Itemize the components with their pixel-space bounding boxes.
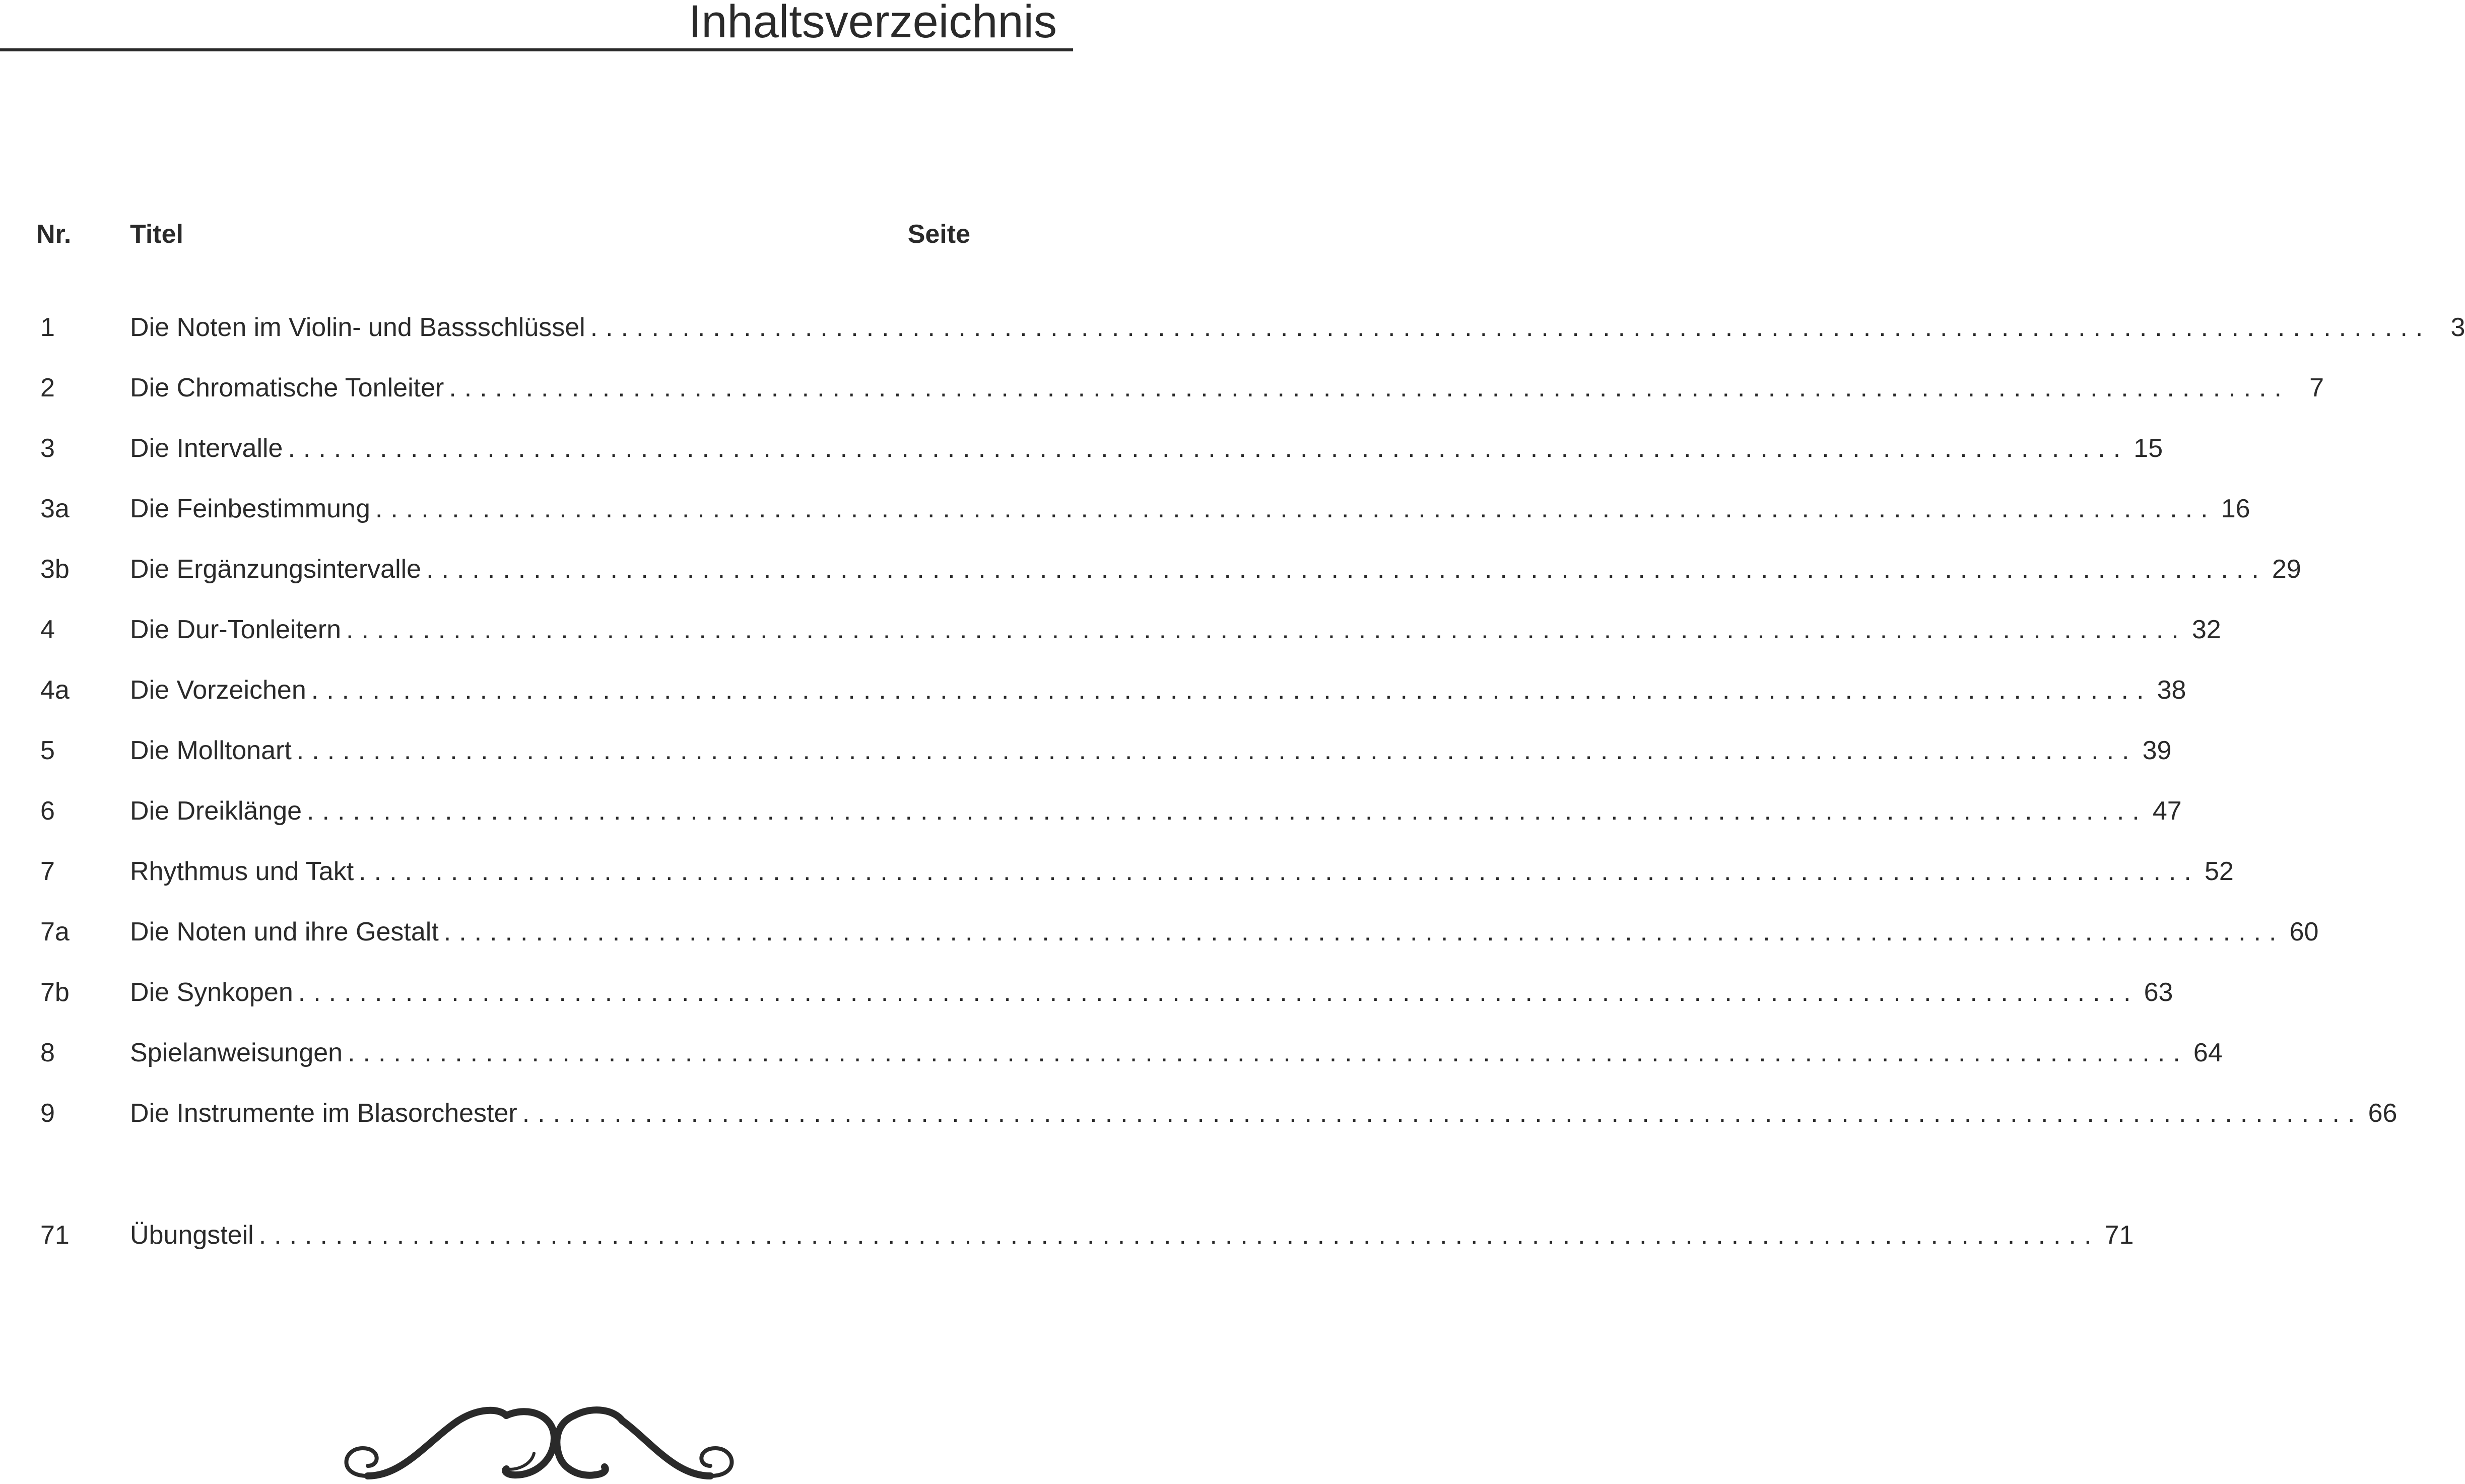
- toc-row[interactable]: [0, 793, 2182, 829]
- header-titel: Titel: [130, 220, 183, 249]
- toc-entry: [130, 975, 2173, 1010]
- toc-entry: [130, 491, 2250, 526]
- toc-row[interactable]: [0, 370, 2324, 406]
- toc-nr: 7b: [40, 978, 70, 1007]
- header-nr: Nr.: [36, 220, 72, 249]
- toc-title: Die Vorzeichen: [130, 676, 306, 705]
- toc-entry: [130, 310, 2465, 345]
- toc-page: 32: [2191, 615, 2221, 644]
- toc-entry: [130, 733, 2172, 768]
- toc-entry: [130, 1035, 2223, 1070]
- toc-page: 3: [2450, 313, 2465, 342]
- page-title: Inhaltsverzeichnis: [688, 0, 1057, 47]
- toc-nr: 1: [40, 313, 55, 342]
- toc-nr: 2: [40, 373, 55, 402]
- toc-title: Die Synkopen: [130, 978, 293, 1007]
- toc-page: 71: [2104, 1221, 2134, 1250]
- toc-nr: 7: [40, 857, 55, 886]
- toc-entry: [130, 672, 2186, 708]
- toc-leader: ........................................................................................................................: [311, 676, 2152, 705]
- toc-entry: [130, 914, 2319, 950]
- toc-row[interactable]: [0, 914, 2319, 950]
- toc-page: 16: [2221, 494, 2250, 523]
- toc-nr: 3: [40, 434, 55, 463]
- toc-page: 52: [2205, 857, 2234, 886]
- toc-entry: [130, 793, 2182, 829]
- toc-row[interactable]: [0, 1096, 2397, 1131]
- toc-entry: [130, 612, 2221, 647]
- toc-row[interactable]: [0, 1218, 2134, 1253]
- toc-nr: 8: [40, 1038, 55, 1067]
- toc-row[interactable]: [0, 310, 2465, 345]
- toc-nr: 6: [40, 796, 55, 826]
- toc-leader: ........................................................................................................................: [443, 917, 2285, 947]
- toc-entry: [130, 370, 2324, 406]
- toc-page: 7: [2309, 373, 2324, 402]
- toc-page: 64: [2193, 1038, 2223, 1067]
- toc-leader: ........................................................................................................................: [449, 373, 2290, 402]
- toc-row[interactable]: [0, 431, 2163, 466]
- toc-title: Die Instrumente im Blasorchester: [130, 1099, 517, 1128]
- toc-entry: [130, 552, 2301, 587]
- toc-leader: ........................................................................................................................: [359, 857, 2200, 886]
- toc-leader: ........................................................................................................................: [307, 796, 2148, 826]
- toc-row[interactable]: [0, 975, 2173, 1010]
- toc-leader: ........................................................................................................................: [522, 1099, 2363, 1128]
- toc-entry: [130, 1218, 2134, 1253]
- toc-nr: 4a: [40, 676, 70, 705]
- toc-title: Übungsteil: [130, 1221, 254, 1250]
- title-rule: [0, 48, 1073, 51]
- toc-header-row: [0, 217, 1073, 252]
- toc-leader: ........................................................................................................................: [258, 1221, 2100, 1250]
- toc-page: 47: [2152, 796, 2182, 826]
- toc-leader: ........................................................................................................................: [348, 1038, 2188, 1067]
- toc-nr: 5: [40, 736, 55, 765]
- toc-page: 29: [2272, 555, 2301, 584]
- toc-page: 39: [2142, 736, 2172, 765]
- toc-row[interactable]: [0, 491, 2250, 526]
- toc-title: Die Ergänzungsintervalle: [130, 555, 422, 584]
- toc-page: 15: [2134, 434, 2163, 463]
- toc-title: Die Noten und ihre Gestalt: [130, 917, 439, 947]
- toc-title: Die Dreiklänge: [130, 796, 302, 826]
- toc-page: 60: [2289, 917, 2319, 947]
- toc-title: Rhythmus und Takt: [130, 857, 354, 886]
- toc-nr: 71: [40, 1221, 70, 1250]
- toc-title: Die Chromatische Tonleiter: [130, 373, 444, 402]
- toc-row[interactable]: [0, 612, 2221, 647]
- toc-leader: ........................................................................................................................: [296, 736, 2138, 765]
- toc-title: Die Intervalle: [130, 434, 283, 463]
- toc-leader: ........................................................................................................................: [426, 555, 2267, 584]
- toc-row[interactable]: [0, 1035, 2223, 1070]
- toc-row[interactable]: [0, 854, 2234, 889]
- toc-title: Die Dur-Tonleitern: [130, 615, 342, 644]
- toc-title: Die Feinbestimmung: [130, 494, 370, 523]
- toc-leader: ........................................................................................................................: [346, 615, 2187, 644]
- toc-title: Spielanweisungen: [130, 1038, 343, 1067]
- toc-page: 38: [2157, 676, 2186, 705]
- toc-nr: 3a: [40, 494, 70, 523]
- toc-page: 66: [2368, 1099, 2397, 1128]
- scroll-ornament-icon: [332, 1400, 746, 1484]
- toc-row[interactable]: [0, 672, 2186, 708]
- toc-title: Die Noten im Violin- und Bassschlüssel: [130, 313, 585, 342]
- toc-nr: 4: [40, 615, 55, 644]
- toc-nr: 9: [40, 1099, 55, 1128]
- toc-leader: ........................................................................................................................: [288, 434, 2129, 463]
- toc-nr: 7a: [40, 917, 70, 947]
- toc-entry: [130, 1096, 2397, 1131]
- toc-nr: 3b: [40, 555, 70, 584]
- header-seite: Seite: [907, 220, 970, 249]
- toc-leader: ........................................................................................................................: [375, 494, 2216, 523]
- toc-row[interactable]: [0, 733, 2172, 768]
- toc-title: Die Molltonart: [130, 736, 292, 765]
- toc-entry: [130, 431, 2163, 466]
- toc-leader: ........................................................................................................................: [298, 978, 2139, 1007]
- toc-leader: ........................................................................................................................: [590, 313, 2431, 342]
- toc-entry: [130, 854, 2234, 889]
- toc-row[interactable]: [0, 552, 2301, 587]
- toc-page: 63: [2144, 978, 2173, 1007]
